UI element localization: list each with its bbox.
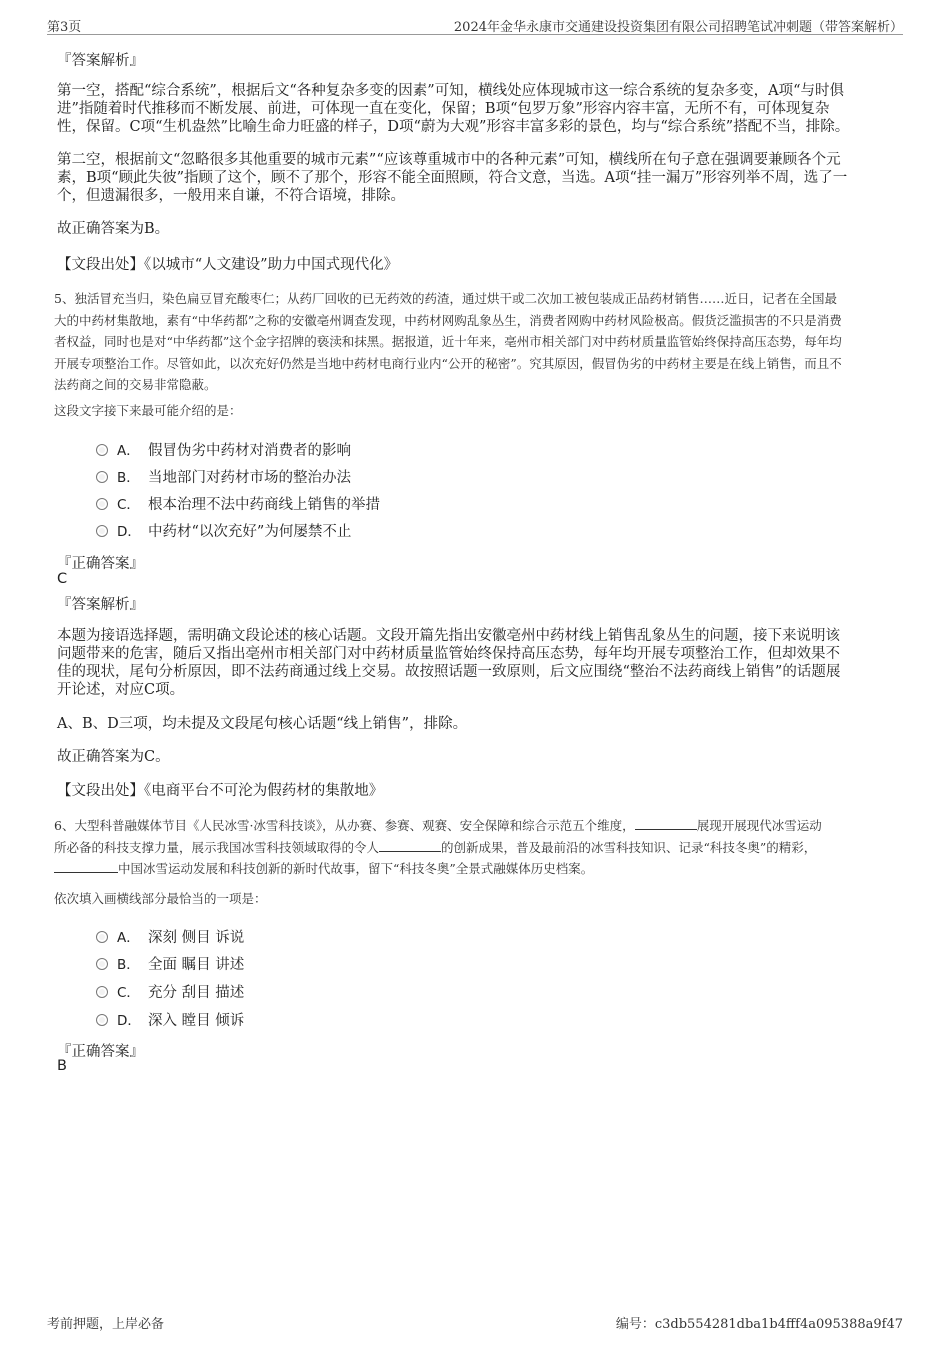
question-prompt: 依次填入画横线部分最恰当的一项是： (54, 891, 267, 906)
page-header (47, 14, 903, 35)
radio-button[interactable] (96, 958, 108, 970)
conclusion: 故正确答案为C。 (57, 749, 170, 765)
fill-blank (379, 839, 441, 852)
source-citation: 【文段出处】《以城市“人文建设”助力中国式现代化》 (57, 257, 399, 273)
radio-button[interactable] (96, 1014, 108, 1026)
document-title: 2024年金华永康市交通建设投资集团有限公司招聘笔试冲刺题（带答案解析） (453, 20, 903, 35)
question-stem: 6、大型科普融媒体节目《人民冰雪·冰雪科技谈》，从办赛、参赛、观赛、安全保障和综合示范五个维度， 展现开展现代冰雪运动 所必备的科技支撑力量，展示我国冰雪科技领域取得的令人 的创新成果，普及最前沿的冰雪科技知识、记录“科技冬奥”的精彩， 中国冰雪运动发展和科技创新的新时代故事，留下“科技冬奥”全景式融媒体历史档案。 (54, 818, 822, 876)
page-number: 第3页 (47, 20, 82, 35)
analysis-paragraph-1: 本题为接语选择题，需明确文段论述的核心话题。文段开篇先指出安徽亳州中药材线上销售乱象丛生的问题，接下来说明该 问题带来的危害，随后又指出亳州市相关部门对中药材质量监管始终保持高压态势，每年均开展专项整治工作，但却效果不 佳的现状，尾句分析原因，即不法药商通过线上交易。故按照话题一致原则，后文应围绕“整治不法药商线上销售”的话题展 开论述，对应C项。 (57, 628, 841, 698)
analysis-paragraph-1: 第一空，搭配“综合系统”，根据后文“各种复杂多变的因素”可知，横线处应体现城市这一综合系统的复杂多变，A项“与时俱 进”指随着时代推移而不断发展、前进，可体现一直在变化，保留；B项“包罗万象”形容内容丰富，无所不有，可体现复杂 性，保留。C项“生机盎然”比喻生命力旺盛的样子，D项“蔚为大观”形容丰富多彩的景色，均与“综合系统”搭配不当，排除。 (57, 83, 850, 135)
correct-answer-value: C (57, 571, 68, 587)
analysis-label: 『答案解析』 (57, 53, 144, 69)
analysis-paragraph-2: A、B、D三项，均未提及文段尾句核心话题“线上销售”，排除。 (57, 716, 468, 732)
correct-answer-label: 『正确答案』 (57, 1044, 144, 1060)
question-stem: 5、独活冒充当归，染色扁豆冒充酸枣仁；从药厂回收的已无药效的药渣，通过烘干或二次加工被包装成正品药材销售……近日，记者在全国最 大的中药材集散地，素有“中华药都”之称的安徽亳州调查发现，中药材网购乱象丛生，消费者网购中药材风险极高。假货泛滥损害的不只是消费 者权益，同时也是对“中华药都”这个金字招牌的亵渎和抹黑。据报道，近十年来，亳州市相关部门对中药材质量监管始终保持高压态势，每年均 开展专项整治工作。尽管如此，以次充好仍然是当地中药材电商行业内“公开的秘密”。究其原因，假冒伪劣的中药材主要是在线上销售，而且不 法药商之间的交易非常隐蔽。 (54, 291, 842, 392)
correct-answer-value: B (57, 1058, 67, 1074)
radio-button[interactable] (96, 498, 108, 510)
question-prompt: 这段文字接下来最可能介绍的是： (54, 403, 242, 418)
conclusion: 故正确答案为B。 (57, 221, 170, 237)
radio-button[interactable] (96, 986, 108, 998)
radio-button[interactable] (96, 931, 108, 943)
analysis-paragraph-2: 第二空，根据前文“忽略很多其他重要的城市元素”“应该尊重城市中的各种元素”可知，横线所在句子意在强调要兼顾各个元 素，B项“顾此失彼”指顾了这个，顾不了那个，形容不能全面照顾，符合文意，当选。A项“挂一漏万”形容列举不周，选了一 个，但遗漏很多，一般用来自谦，不符合语境，排除。 (57, 152, 848, 204)
radio-button[interactable] (96, 444, 108, 456)
footer-slogan: 考前押题，上岸必备 (47, 1317, 165, 1332)
radio-button[interactable] (96, 525, 108, 537)
fill-blank (635, 817, 697, 830)
correct-answer-label: 『正确答案』 (57, 556, 144, 572)
document-id: 编号：c3db554281dba1b4fff4a095388a9f47 (615, 1317, 903, 1332)
radio-button[interactable] (96, 471, 108, 483)
fill-blank (54, 860, 118, 873)
analysis-label: 『答案解析』 (57, 597, 144, 613)
source-citation: 【文段出处】《电商平台不可沦为假药材的集散地》 (57, 783, 384, 799)
